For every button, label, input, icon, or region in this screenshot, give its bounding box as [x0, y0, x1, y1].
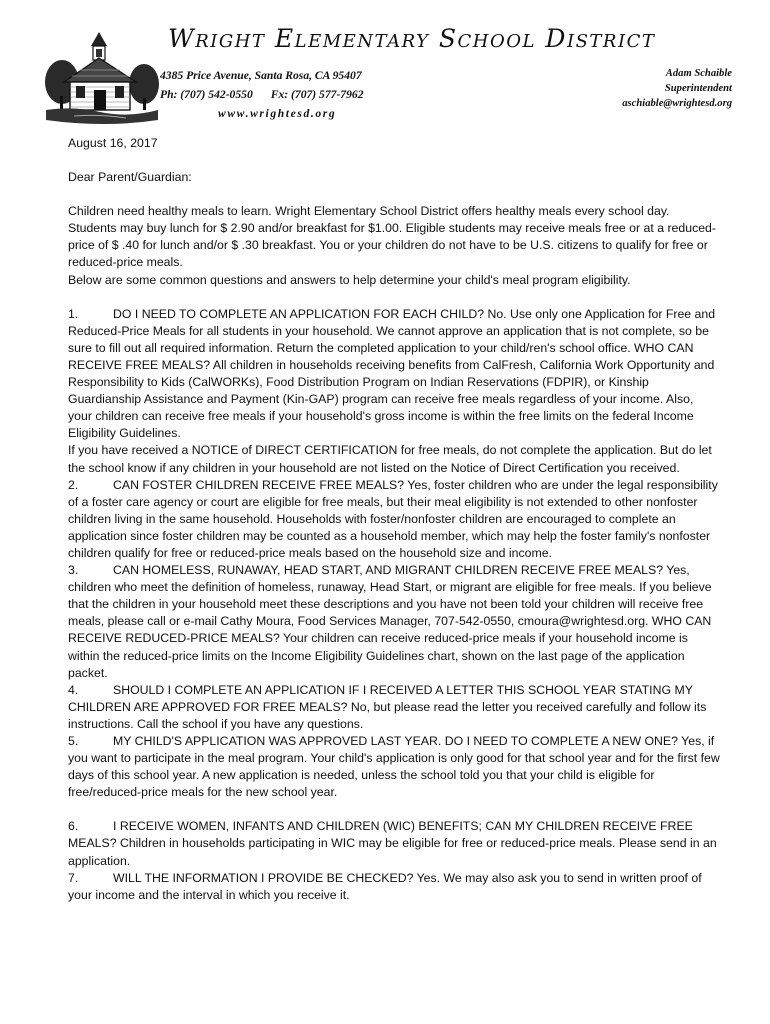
district-fax: Fx: (707) 577-7962	[270, 88, 364, 101]
qa-item-7: 7. WILL THE INFORMATION I PROVIDE BE CHECKED? Yes. We may also ask you to send in written proof of your income and the interval in which you receive it.	[68, 870, 702, 902]
qa-item-2: 2. CAN FOSTER CHILDREN RECEIVE FREE MEALS? Yes, foster children who are under the legal responsibility of a foster care agency or court are eligible for free meals, but their meal eligibility is not extended to other nonfoster children living in the same household. Households with foster/nonfoster children are encouraged to complete an application since foster children may be counted as a household member, which may help the foster family's nonfoster children qualify for free or reduced-price meals based on the household size and income.	[68, 477, 718, 560]
district-website[interactable]: www.wrightesd.org	[218, 107, 337, 120]
intro-paragraph-2: Below are some common questions and answers to help determine your child's meal program eligibility.	[68, 272, 631, 287]
district-address: 4385 Price Avenue, Santa Rosa, CA 95407	[160, 69, 362, 82]
letter-salutation: Dear Parent/Guardian:	[68, 170, 192, 185]
spacer	[68, 289, 720, 306]
superintendent-block	[622, 66, 732, 111]
qa-item-5: 5. MY CHILD'S APPLICATION WAS APPROVED LAST YEAR. DO I NEED TO COMPLETE A NEW ONE? Yes, if you want to participate in the meal program. Your child's application is only good for that school year and for the first few days of this school year. A new application is needed, unless the school told you that your child is eligible for free/reduced-price meals for the new school year.	[68, 734, 720, 800]
superintendent-title: Superintendent	[664, 83, 732, 94]
district-phone-fax	[160, 85, 364, 104]
qa-item-1: 1. DO I NEED TO COMPLETE AN APPLICATION FOR EACH CHILD? No. Use only one Application for Free and Reduced-Price Meals for all students in your household. We cannot approve an application that is not complete, so be sure to fill out all required information. Return the completed application to your child/ren's school office. WHO CAN RECEIVE FREE MEALS? All children in households receiving benefits from CalFresh, California Work Opportunity and Responsibility to Kids (CalWORKs), Food Distribution Program on Indian Reservations (FDPIR), or Kinship Guardianship Assistance and Payment (Kin-GAP) program can receive free meals regardless of your income. Also, your children can receive free meals if your household's gross income is within the free limits on the federal Income Eligibility Guidelines.	[68, 306, 716, 441]
superintendent-name: Adam Schaible	[665, 68, 732, 79]
intro-paragraph: Children need healthy meals to learn. Wright Elementary School District offers healthy meals every school day. Students may buy lunch for $ 2.90 and/or breakfast for $1.00. Eligible students may receive meals free or at a reduced-price of $ .40 for lunch and/or $ .30 breakfast. You or your children do not have to be U.S. citizens to qualify for free or reduced-price meals.	[68, 204, 716, 270]
spacer	[68, 801, 720, 818]
district-phone: Ph: (707) 542-0550	[160, 88, 253, 101]
qa-item-1-note: If you have received a NOTICE of DIRECT CERTIFICATION for free meals, do not complete the application. But do let the school know if any children in your household are not listed on the Notice of Direct Certification you received.	[68, 443, 712, 475]
district-contact-block	[160, 66, 364, 123]
schoolhouse-logo	[44, 30, 160, 128]
qa-item-3: 3. CAN HOMELESS, RUNAWAY, HEAD START, AND MIGRANT CHILDREN RECEIVE FREE MEALS? Yes, children who meet the definition of homeless, runaway, Head Start, or migrant are eligible for free meals. If you believe that the children in your household meet these descriptions and you have not been told your children will receive free meals, please call or e-mail Cathy Moura, Food Services Manager, 707-542-0550, cmoura@wrightesd.org. WHO CAN RECEIVE REDUCED-PRICE MEALS? Your children can receive reduced-price meals if your household income is within the reduced-price limits on the Income Eligibility Guidelines chart, shown on the last page of the application packet.	[68, 563, 712, 680]
district-title: Wright Elementary School District	[168, 24, 656, 53]
qa-item-6: 6. I RECEIVE WOMEN, INFANTS AND CHILDREN (WIC) BENEFITS; CAN MY CHILDREN RECEIVE FREE MEALS? Children in households participating in WIC may be eligible for free or reduced-price meals. Please send in an application.	[68, 819, 717, 868]
letter-body	[68, 135, 720, 904]
superintendent-email[interactable]: aschiable@wrightesd.org	[622, 98, 732, 109]
letter-date: August 16, 2017	[68, 136, 158, 150]
qa-item-4: 4. SHOULD I COMPLETE AN APPLICATION IF I RECEIVED A LETTER THIS SCHOOL YEAR STATING MY CHILDREN ARE APPROVED FOR FREE MEALS? No, but please read the letter you received carefully and follow its instructions. Call the school if you have any questions.	[68, 682, 707, 731]
